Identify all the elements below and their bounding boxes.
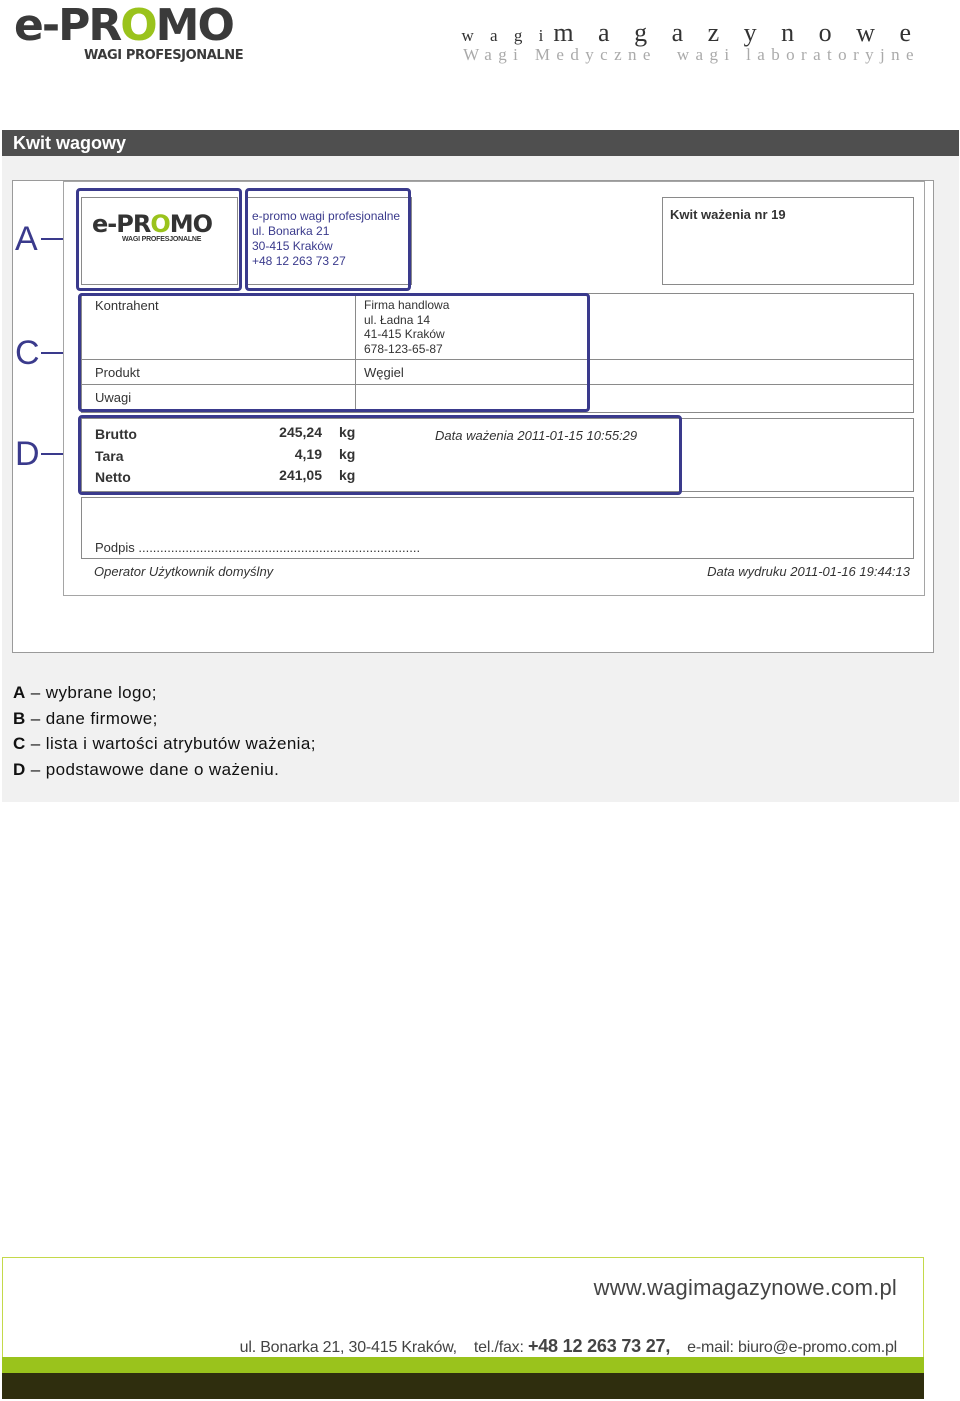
footer-contact: ul. Bonarka 21, 30-415 Kraków, tel./fax: +48 12 263 73 27, e-mail: biuro@e-promo.com.pl xyxy=(239,1336,897,1356)
weight-row-unit: kg xyxy=(339,446,356,462)
header-tagline: w a g i m a g a z y n o w e xyxy=(461,18,920,47)
logo-subtitle: WAGI PROFESJONALNE xyxy=(84,48,244,63)
label-d: D xyxy=(15,435,40,473)
print-date: Data wydruku 2011-01-16 19:44:13 xyxy=(707,564,910,579)
highlight-d xyxy=(78,415,682,495)
footer-url[interactable]: www.wagimagazynowe.com.pl xyxy=(593,1275,897,1300)
ticket-section xyxy=(2,130,959,802)
highlight-b xyxy=(245,188,411,291)
highlight-c xyxy=(78,293,590,412)
page-footer xyxy=(2,1257,924,1359)
contractor-value: Firma handlowa ul. Ładna 14 41-415 Kraków 678-123-65-87 xyxy=(364,298,450,356)
highlight-a xyxy=(76,188,242,291)
footer-green-band xyxy=(2,1357,924,1373)
weight-row-label: Netto xyxy=(95,469,131,485)
product-value: Węgiel xyxy=(364,365,404,380)
footer-dark-band xyxy=(2,1373,924,1399)
legend-item: A – wybrane logo; xyxy=(13,683,157,702)
section-title: Kwit wagowy xyxy=(2,130,959,156)
mini-logo: e-PROMO WAGI PROFESJONALNE xyxy=(92,210,213,243)
weight-row-value: 241,05 xyxy=(279,467,322,483)
ticket-figure xyxy=(12,180,934,653)
signature-box xyxy=(81,497,914,559)
signature-line: Podpis .............................................................................. xyxy=(95,540,421,555)
company-lines: e-promo wagi profesjonalne ul. Bonarka 21 30-415 Kraków +48 12 263 73 27 xyxy=(252,209,401,268)
weight-row-unit: kg xyxy=(339,467,356,483)
product-label: Produkt xyxy=(95,365,140,380)
legend xyxy=(13,680,316,782)
legend-item: B – dane firmowe; xyxy=(13,708,158,728)
weight-row-unit: kg xyxy=(339,424,356,440)
label-a: A xyxy=(15,220,38,258)
weight-row-value: 4,19 xyxy=(294,446,322,462)
weigh-ticket xyxy=(63,181,925,596)
ticket-number-box xyxy=(662,197,914,285)
contractor-label: Kontrahent xyxy=(95,298,159,313)
weight-row-value: 245,24 xyxy=(279,424,322,440)
weight-row-label: Tara xyxy=(95,448,124,464)
label-c: C xyxy=(15,334,40,372)
weight-row-label: Brutto xyxy=(95,426,137,442)
weigh-date: Data ważenia 2011-01-15 10:55:29 xyxy=(435,428,638,443)
header-subtagline: Wagi Medyczne wagi laboratoryjne xyxy=(463,45,920,64)
brand-logo xyxy=(14,0,299,66)
notes-label: Uwagi xyxy=(95,390,132,405)
legend-item: D – podstawowe dane o ważeniu. xyxy=(13,759,280,779)
operator-text: Operator Użytkownik domyślny xyxy=(94,564,274,579)
ticket-number: Kwit ważenia nr 19 xyxy=(670,207,786,222)
logo-wordmark: e-PROMO xyxy=(14,0,233,51)
legend-item: C – lista i wartości atrybutów ważenia; xyxy=(13,734,316,753)
